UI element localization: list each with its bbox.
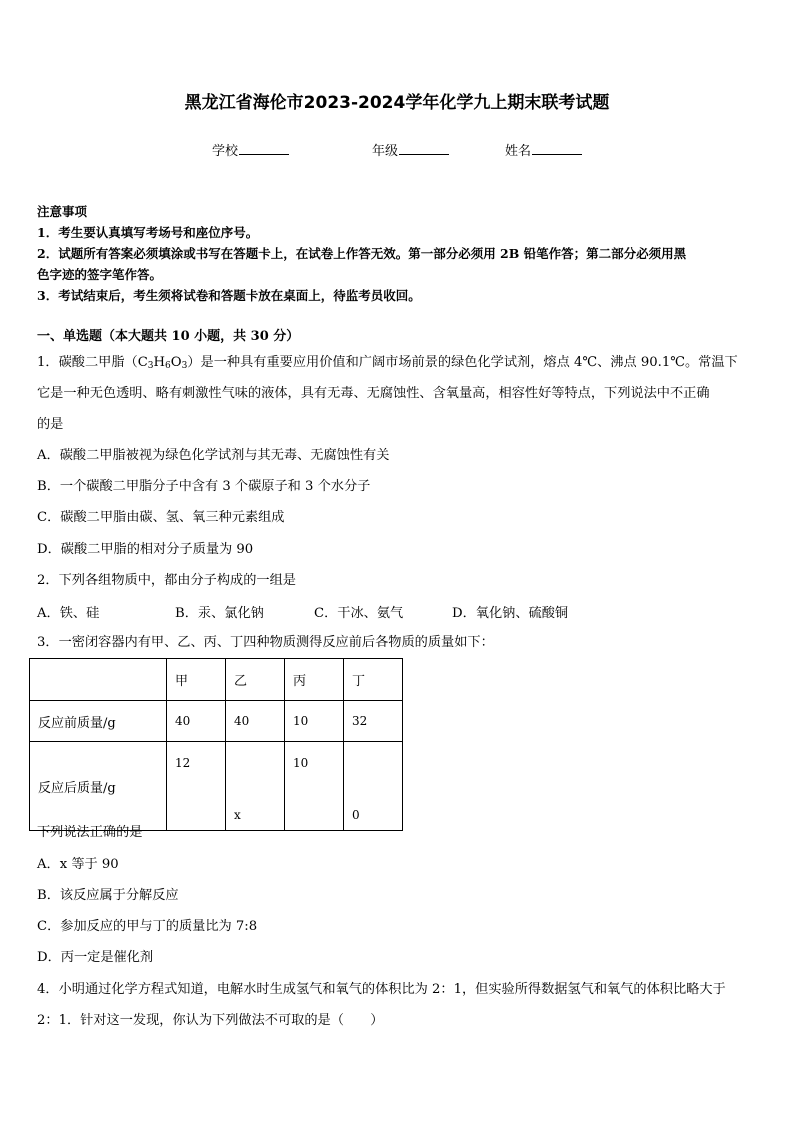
q2-option-b: B．汞、氯化钠 [175, 606, 264, 621]
school-label: 学校 [212, 144, 239, 159]
q3-after: 下列说法正确的是 [37, 825, 143, 840]
q1-stem-line3: 的是 [37, 417, 64, 432]
q4-stem: 4．小明通过化学方程式知道，电解水时生成氢气和氧气的体积比为 2：1，但实验所得数据氢气和氧气的体积比略大于 [37, 982, 726, 997]
grade-label: 年级 [372, 144, 399, 159]
notice-heading: 注意事项 [37, 204, 88, 219]
grade-blank [399, 142, 449, 155]
q1-stem: 1．碳酸二甲脂$(C_3H_6O_3)$是一种具有重要应用价值和广阔市场前景的绿色化学试剂，熔点 4℃、沸点 90.1℃。常温下 [37, 355, 738, 371]
grade-field [372, 140, 449, 159]
q3-option-b: B．该反应属于分解反应 [37, 888, 179, 903]
q3-stem: 3．一密闭容器内有甲、乙、丙、丁四种物质测得反应前后各物质的质量如下： [37, 635, 494, 650]
table-header-bing: 丙 [285, 659, 344, 701]
table-cell: 32 [344, 701, 403, 742]
q1-option-c: C．碳酸二甲脂由碳、氢、氧三种元素组成 [37, 510, 285, 525]
q1-option-d: D．碳酸二甲脂的相对分子质量为 90 [37, 542, 254, 557]
table-header-row [30, 659, 403, 701]
q3-option-d: D．丙一定是催化剂 [37, 950, 154, 965]
q2-option-d: D．氧化钠、硫酸铜 [452, 606, 569, 621]
school-field [212, 140, 289, 159]
table-cell: 40 [226, 701, 285, 742]
q4-stem-line2: 2：1．针对这一发现，你认为下列做法不可取的是（ ） [37, 1013, 384, 1028]
table-cell: 10 [285, 701, 344, 742]
notice-item-1: 1．考生要认真填写考场号和座位序号。 [37, 225, 259, 240]
q2-stem: 2．下列各组物质中，都由分子构成的一组是 [37, 573, 296, 588]
q1-option-b: B．一个碳酸二甲脂分子中含有 3 个碳原子和 3 个水分子 [37, 479, 371, 494]
row-label-after: 反应后质量/g [30, 742, 167, 831]
table-cell: 12 [167, 742, 226, 831]
q1-option-a: A．碳酸二甲脂被视为绿色化学试剂与其无毒、无腐蚀性有关 [37, 448, 390, 463]
table-row [30, 701, 403, 742]
name-label: 姓名 [505, 144, 532, 159]
table-row [30, 742, 403, 831]
q3-option-c: C．参加反应的甲与丁的质量比为 7:8 [37, 919, 258, 934]
notice-item-2: 2．试题所有答案必须填涂或书写在答题卡上，在试卷上作答无效。第一部分必须用 2B 铅笔作答；第二部分必须用黑 [37, 246, 687, 261]
table-cell: 40 [167, 701, 226, 742]
name-blank [532, 142, 582, 155]
table-header-jia: 甲 [167, 659, 226, 701]
page-title: 黑龙江省海伦市2023-2024学年化学九上期末联考试题 [184, 93, 610, 113]
table-cell [30, 659, 167, 701]
mass-table [29, 658, 403, 831]
table-cell: x [226, 742, 285, 831]
notice-item-2-cont: 色字迹的签字笔作答。 [37, 267, 163, 282]
table-header-ding: 丁 [344, 659, 403, 701]
table-cell: 10 [285, 742, 344, 831]
name-field [505, 140, 582, 159]
table-header-yi: 乙 [226, 659, 285, 701]
q3-option-a: A．x 等于 90 [37, 857, 119, 872]
notice-item-3: 3．考试结束后，考生须将试卷和答题卡放在桌面上，待监考员收回。 [37, 288, 421, 303]
row-label-before: 反应前质量/g [30, 701, 167, 742]
q2-option-a: A．铁、硅 [37, 606, 100, 621]
school-blank [239, 142, 289, 155]
table-cell: 0 [344, 742, 403, 831]
q1-stem-line2: 它是一种无色透明、略有刺激性气味的液体，具有无毒、无腐蚀性、含氧量高，相容性好等特点，下列说法中不正确 [37, 386, 710, 401]
q2-option-c: C．干冰、氨气 [314, 606, 404, 621]
section-heading: 一、单选题（本大题共 10 小题，共 30 分） [37, 329, 300, 344]
